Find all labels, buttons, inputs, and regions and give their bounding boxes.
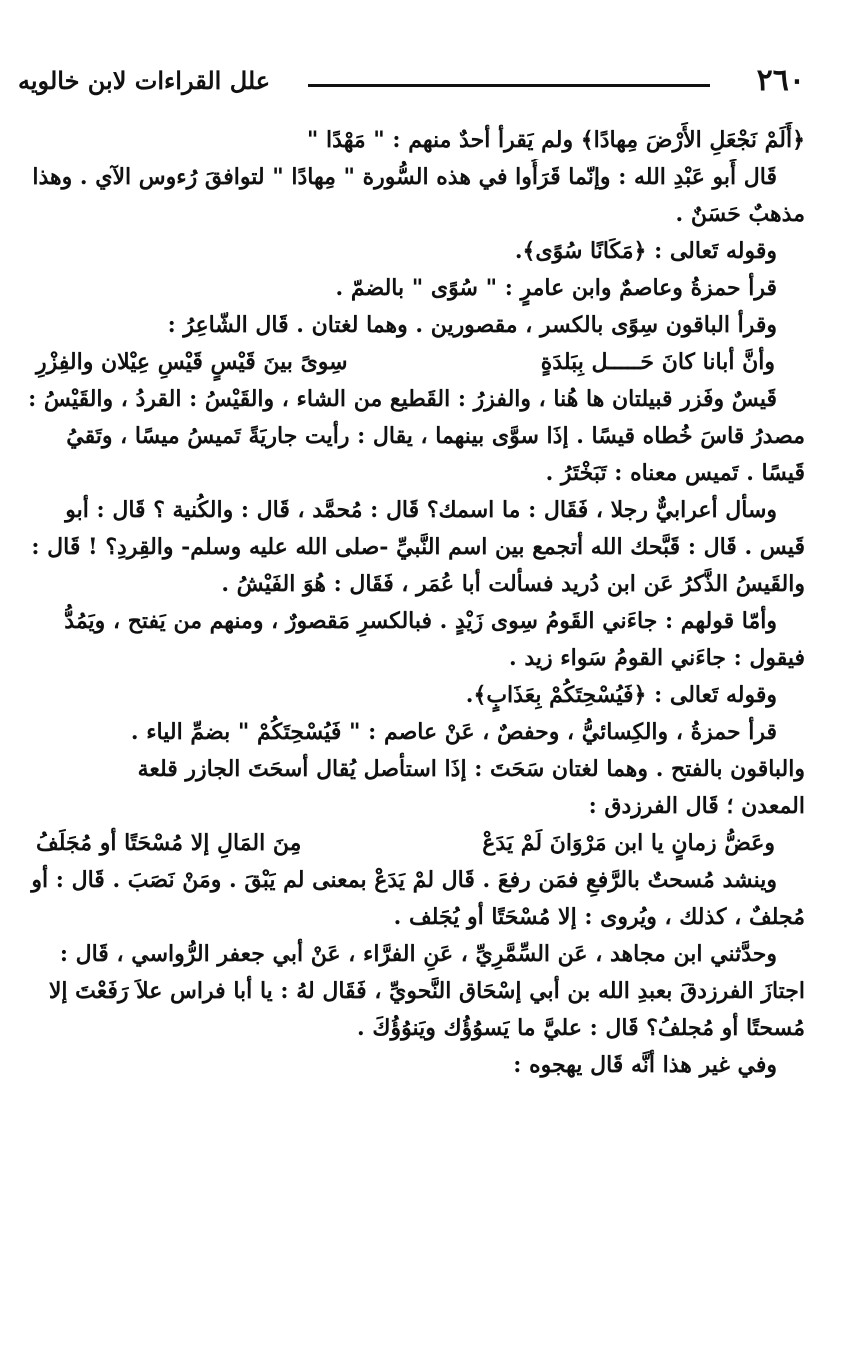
poetry-verse	[18, 825, 805, 862]
verse-second-hemistich: مِنَ المَالِ إلا مُسْحَتًا أو مُجَلَفُ	[36, 830, 302, 856]
text-line: قَيسٌ وفَزر قبيلتان ها هُنا ، والفزرُ : القَطيع من الشاء ، والقَيْسُ : القردُ ، والقَيْسُ :	[28, 386, 777, 412]
body-text	[18, 122, 805, 1084]
poetry-verse	[18, 344, 805, 381]
text-line: قَيس . قَال : قَبَّحك الله أتجمع بين اسم النَّبيِّ -صلى الله عليه وسلم- والقِردِ؟ ! قَال :	[31, 534, 805, 560]
verse-first-hemistich: وأنَّ أبانا كانَ حَـــــل بِبَلدَةٍ	[540, 349, 775, 375]
text-line: وقوله تَعالى : ﴿فَيُسْحِتَكُمْ بِعَذَابٍ﴾.	[465, 682, 777, 708]
text-line: المعدن ؛ قَال الفرزدق :	[588, 793, 805, 819]
text-line: مُجلفٌ ، كذلك ، ويُروى : إلا مُسْحَتًا أو يُجَلف .	[393, 904, 805, 930]
text-line: فيقول : جاءَني القومُ سَواء زيد .	[509, 645, 805, 671]
book-title: علل القراءات لابن خالويه	[18, 66, 271, 95]
verse-first-hemistich: وعَضُّ زمانٍ يا ابن مَرْوَانَ لَمْ يَدَعْ	[482, 830, 775, 856]
text-line: قَال أَبو عَبْدِ الله : وإنّما قَرَأُوا في هذه السُّورة " مِهادًا " لتوافقَ رُءوس الآي . وهذا	[32, 164, 777, 190]
text-line: مُسحتًا أو مُجلفُ؟ قَال : عليَّ ما يَسوُؤُك ويَنوُؤُكَ .	[357, 1015, 805, 1041]
page-header	[18, 60, 805, 100]
text-line: وحدَّثني ابن مجاهد ، عَن السِّمَّرِيِّ ، عَنِ الفرَّاء ، عَنْ أبي جعفر الرُّواسي ، قَال :	[59, 941, 777, 967]
text-line: وينشد مُسحتٌ بالرَّفعِ فمَن رفعَ . قَال لمْ يَدَعْ بمعنى لم يَبْقَ . ومَنْ نَصَبَ . قَال : أو	[31, 867, 777, 893]
text-line: وقوله تَعالى : ﴿مَكَانًا سُوًى﴾.	[514, 238, 777, 264]
text-line: مصدرُ قاسَ خُطاه قيسًا . إذَا سوَّى بينهما ، يقال : رأيت جاريَةً تَميسُ ميسًا ، وتَقيُ	[66, 423, 805, 449]
verse-second-hemistich: سِوىً بينَ قَيْسٍ قَيْسِ عِيْلان والفِزْرِ	[36, 349, 348, 375]
text-line: وأمّا قولهم : جاءَني القَومُ سِوى زَيْدٍ . فبالكسرِ مَقصورٌ ، ومنهم من يَفتح ، ويَمُدُّ	[64, 608, 777, 634]
text-line: وفي غير هذا أنَّه قَال يهجوه :	[513, 1052, 777, 1078]
text-line: وسأل أعرابيٌّ رجلا ، فَقَال : ما اسمك؟ قَال : مُحمَّد ، قَال : والكُنية ؟ قَال : أبو	[65, 497, 777, 523]
text-line: قرأ حمزةُ وعاصمٌ وابن عامرٍ : " سُوًى " بالضمّ .	[335, 275, 777, 301]
text-line: اجتازَ الفرزدقَ بعبدِ الله بن أبي إسْحَاق النَّحويِّ ، فَقَال لهُ : يا أبا فراس علاَ رَفَعْتَ إلا	[48, 978, 805, 1004]
text-line: ﴿أَلَمْ نَجْعَلِ الأَرْضَ مِهادًا﴾ ولم يَقرأ أحدٌ منهم : " مَهْدًا "	[306, 127, 805, 153]
text-line: مذهبٌ حَسَنٌ .	[675, 201, 805, 227]
header-rule	[308, 84, 710, 87]
text-line: والباقون بالفتح . وهما لغتان سَحَتَ : إذَا استأصل يُقال أسحَتَ الجازر قلعة	[137, 756, 805, 782]
text-line: قرأ حمزةُ ، والكِسائيُّ ، وحفصٌ ، عَنْ عاصم : " فَيُسْحِتَكُمْ " بضمِّ الياء .	[130, 719, 777, 745]
text-line: قَيسًا . تَميس معناه : تَبَخْتَرُ .	[545, 460, 805, 486]
text-line: والقَيسُ الذَّكرُ عَن ابن دُريد فسألت أبا عُمَر ، فَقَال : هُوَ الفَيْشُ .	[221, 571, 805, 597]
text-line: وقرأ الباقون سِوًى بالكسر ، مقصورين . وهما لغتان . قَال الشّاعِرُ :	[167, 312, 777, 338]
page-number: ٢٦٠	[756, 63, 805, 98]
